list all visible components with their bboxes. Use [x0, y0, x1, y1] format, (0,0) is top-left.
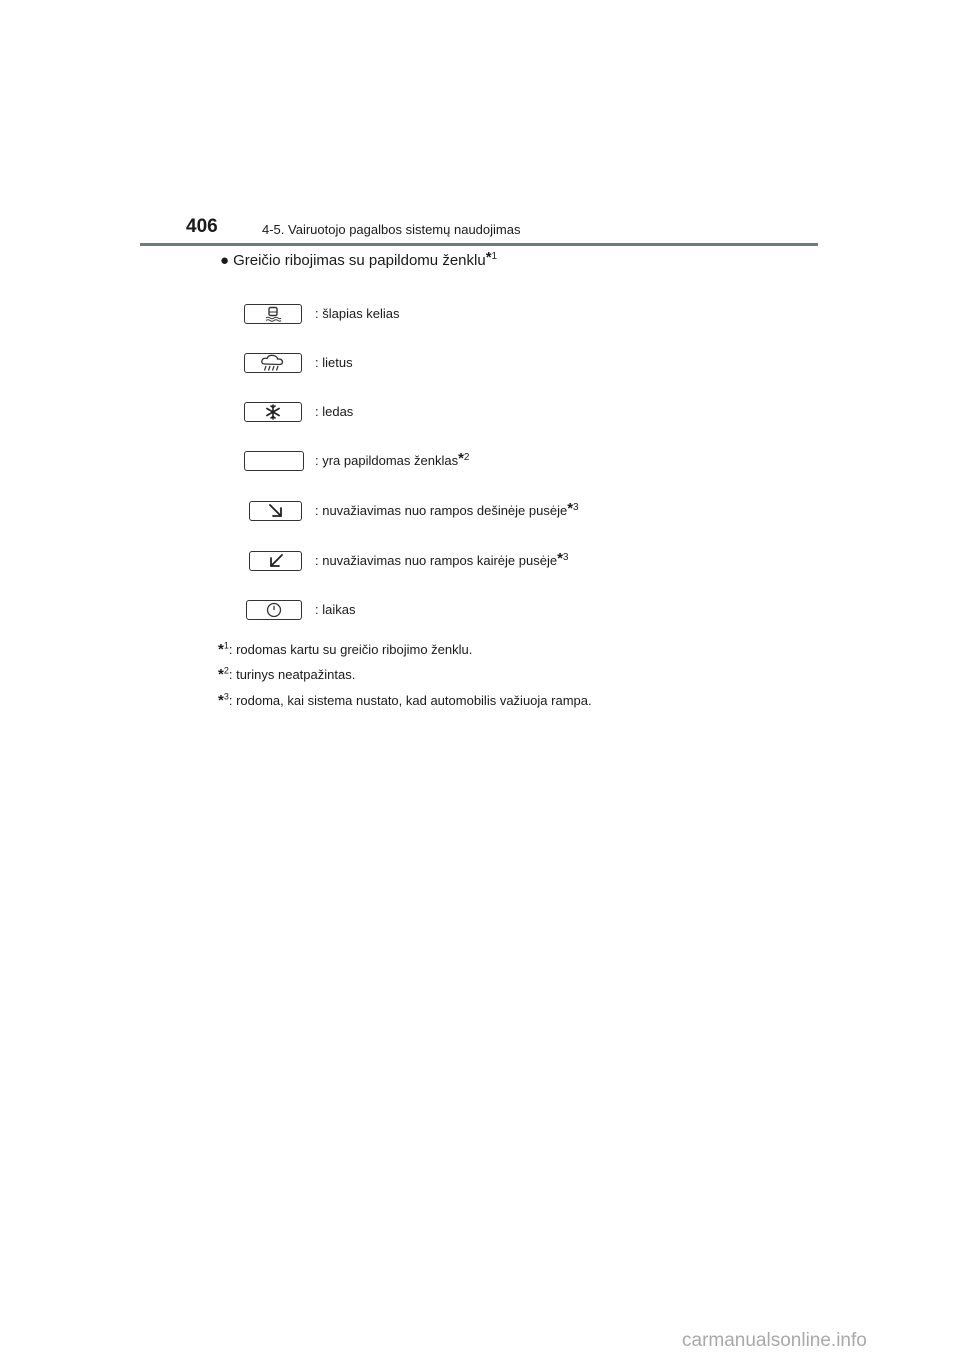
item-label: : laikas: [315, 602, 356, 617]
heading-footnote-ref: *1: [485, 249, 498, 266]
snowflake-icon: [244, 402, 302, 422]
arrow-down-right-icon: [249, 501, 302, 521]
bullet-icon: ●: [220, 252, 230, 269]
heading-text: Greičio ribojimas su papildomu ženklu: [233, 252, 486, 269]
header-divider: [140, 243, 818, 246]
wet-road-icon: [244, 304, 302, 324]
item-label: : lietus: [315, 355, 353, 370]
section-heading: [220, 249, 498, 269]
item-label: : šlapias kelias: [315, 306, 400, 321]
blank-sign-icon: [244, 451, 304, 471]
item-label: : ledas: [315, 404, 354, 419]
footnote-2: *$^2$: turinys neatpažintas.: [218, 665, 356, 683]
item-label: : nuvažiavimas nuo rampos dešinėje pusėje$^{*3}$: [315, 499, 579, 518]
footnote-1: *$^1$: rodomas kartu su greičio ribojimo ženklu.: [218, 640, 473, 658]
rain-icon: [244, 353, 302, 373]
footnote-3: *$^3$: rodoma, kai sistema nustato, kad automobilis važiuoja rampa.: [218, 691, 592, 709]
clock-icon: [246, 600, 302, 620]
arrow-down-left-icon: [249, 551, 302, 571]
item-label: : yra papildomas ženklas$^{*2}$: [315, 449, 470, 468]
page-number: 406: [186, 216, 218, 237]
section-title: 4-5. Vairuotojo pagalbos sistemų naudojimas: [262, 222, 521, 237]
item-label: : nuvažiavimas nuo rampos kairėje pusėje$^{*3}$: [315, 549, 569, 568]
watermark: carmanualsonline.info: [682, 1330, 867, 1351]
